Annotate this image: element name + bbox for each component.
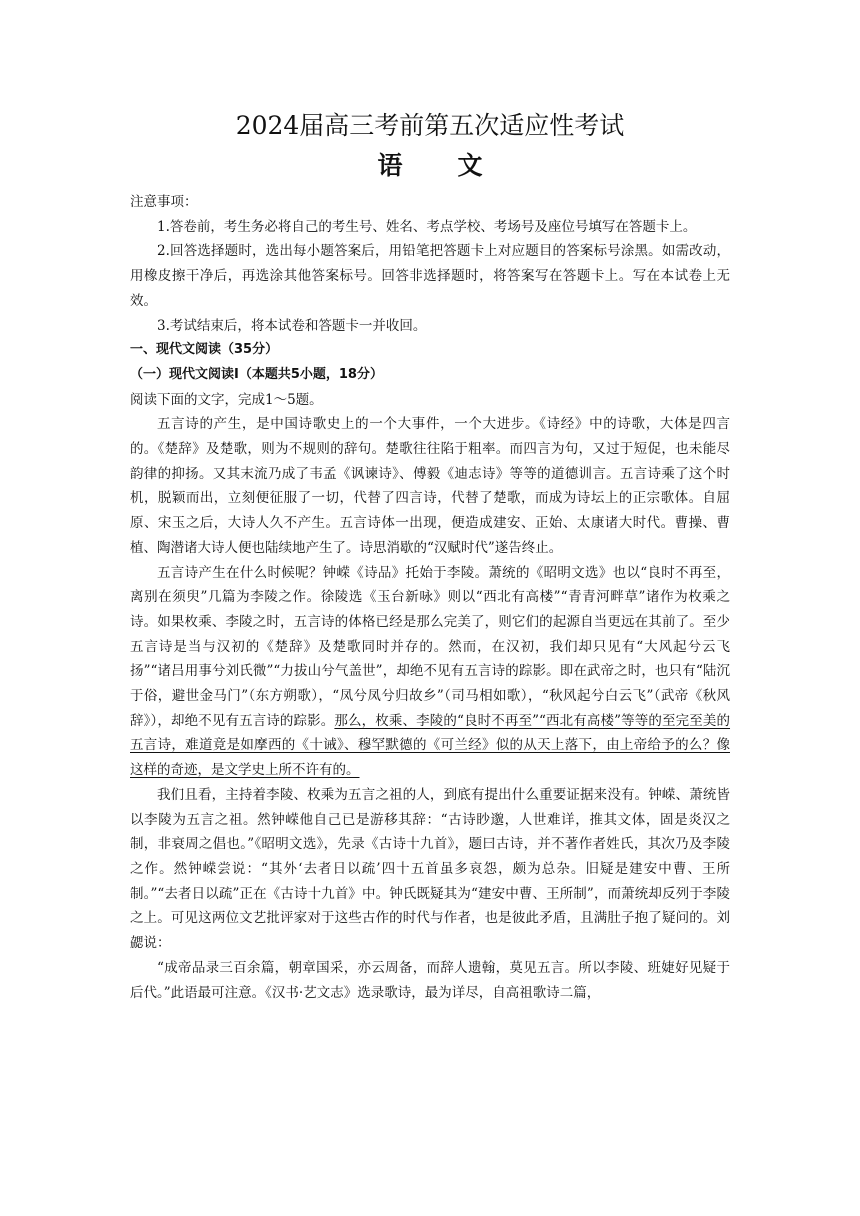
note-item-2: 2.回答选择题时，选出每小题答案后，用铅笔把答题卡上对应题目的答案标号涂黑。如需改动，用橡皮擦干净后，再选涂其他答案标号。回答非选择题时，将答案写在答题卡上。写在本试卷上无效。 [130, 243, 730, 309]
reading-instruction: 阅读下面的文字，完成1～5题。 [130, 391, 323, 408]
notes-label: 注意事项： [130, 194, 198, 210]
note-item-3: 3.考试结束后，将本试卷和答题卡一并收回。 [157, 317, 427, 334]
exam-page [130, 110, 730, 1005]
passage-paragraph-2-text: 五言诗产生在什么时候呢？钟嵘《诗品》托始于李陵。萧统的《昭明文选》也以“良时不再至，离别在须臾”几篇为李陵之作。徐陵选《玉台新咏》则以“西北有高楼”“青青河畔草”诸作为枚乘之诗。如果枚乘、李陵之时，五言诗的体格已经是那么完美了，则它们的起源自当更远在其前了。至少五言诗是当与汉初的《楚辞》及楚歌同时并存的。然而，在汉初，我们却只见有“大风起兮云飞扬”“诸吕用事兮刘氏微”“力拔山兮气盖世”，却绝不见有五言诗的踪影。即在武帝之时，也只有“陆沉于俗，避世金马门”（东方朔歌），“凤兮凤兮归故乡”（司马相如歌），“秋风起兮白云飞”（武帝《秋风辞》），却绝不见有五言诗的踪影。 [130, 564, 730, 729]
passage-paragraph-1: 五言诗的产生，是中国诗歌史上的一个大事件，一个大进步。《诗经》中的诗歌，大体是四言的。《楚辞》及楚歌，则为不规则的辞句。楚歌往往陷于粗率。而四言为句，又过于短促，也未能尽韵律的抑扬。又其末流乃成了韦孟《讽谏诗》、傅毅《迪志诗》等等的道德训言。五言诗乘了这个时机，脱颖而出，立刻便征服了一切，代替了四言诗，代替了楚歌，而成为诗坛上的正宗歌体。自屈原、宋玉之后，大诗人久不产生。五言诗体一出现，便造成建安、正始、太康诸大时代。曹操、曹植、陶潜诸大诗人便也陆续地产生了。诗思消歇的“汉赋时代”遂告终止。 [130, 416, 730, 556]
section-heading: 一、现代文阅读（35分） [130, 342, 279, 358]
passage-paragraph-4: “成帝品录三百余篇，朝章国采，亦云周备，而辞人遗翰，莫见五言。所以李陵、班婕好见疑于后代。”此语最可注意。《汉书·艺文志》选录歌诗，最为详尽，自高祖歌诗二篇， [130, 959, 730, 1001]
subject-title: 语文 [377, 151, 538, 180]
exam-title: 2024届高三考前第五次适应性考试 [235, 111, 625, 140]
sub-section-heading: （一）现代文阅读Ⅰ（本题共5小题，18分） [130, 366, 383, 382]
passage-paragraph-2 [130, 561, 730, 783]
underlined-sentence: 那么，枚乘、李陵的“良时不再至”“西北有高楼”等等的至完至美的五言诗，难道竟是如摩西的《十诫》、穆罕默德的《可兰经》似的从天上落下，由上帝给予的么？像这样的奇迹，是文学史上所不许有的。 [130, 712, 731, 779]
passage-paragraph-3: 我们且看，主持着李陵、枚乘为五言之祖的人，到底有提出什么重要证据来没有。钟嵘、萧统皆以李陵为五言之祖。然钟嵘他自己已是游移其辞：“古诗眇邈，人世难详，推其文体，固是炎汉之制，非衰周之倡也。”《昭明文选》，先录《古诗十九首》，题曰古诗，并不著作者姓氏，其次乃及李陵之作。然钟嵘尝说：“其外‘去者日以疏’四十五首虽多哀怨，颇为总杂。旧疑是建安中曹、王所制。”“去者日以疏”正在《古诗十九首》中。钟氏既疑其为“建安中曹、王所制”，而萧统却反列于李陵之上。可见这两位文艺批评家对于这些古作的时代与作者，也是彼此矛盾，且满肚子抱了疑问的。刘勰说： [130, 786, 730, 952]
note-item-1: 1.答卷前，考生务必将自己的考生号、姓名、考点学校、考场号及座位号填写在答题卡上。 [157, 218, 697, 235]
